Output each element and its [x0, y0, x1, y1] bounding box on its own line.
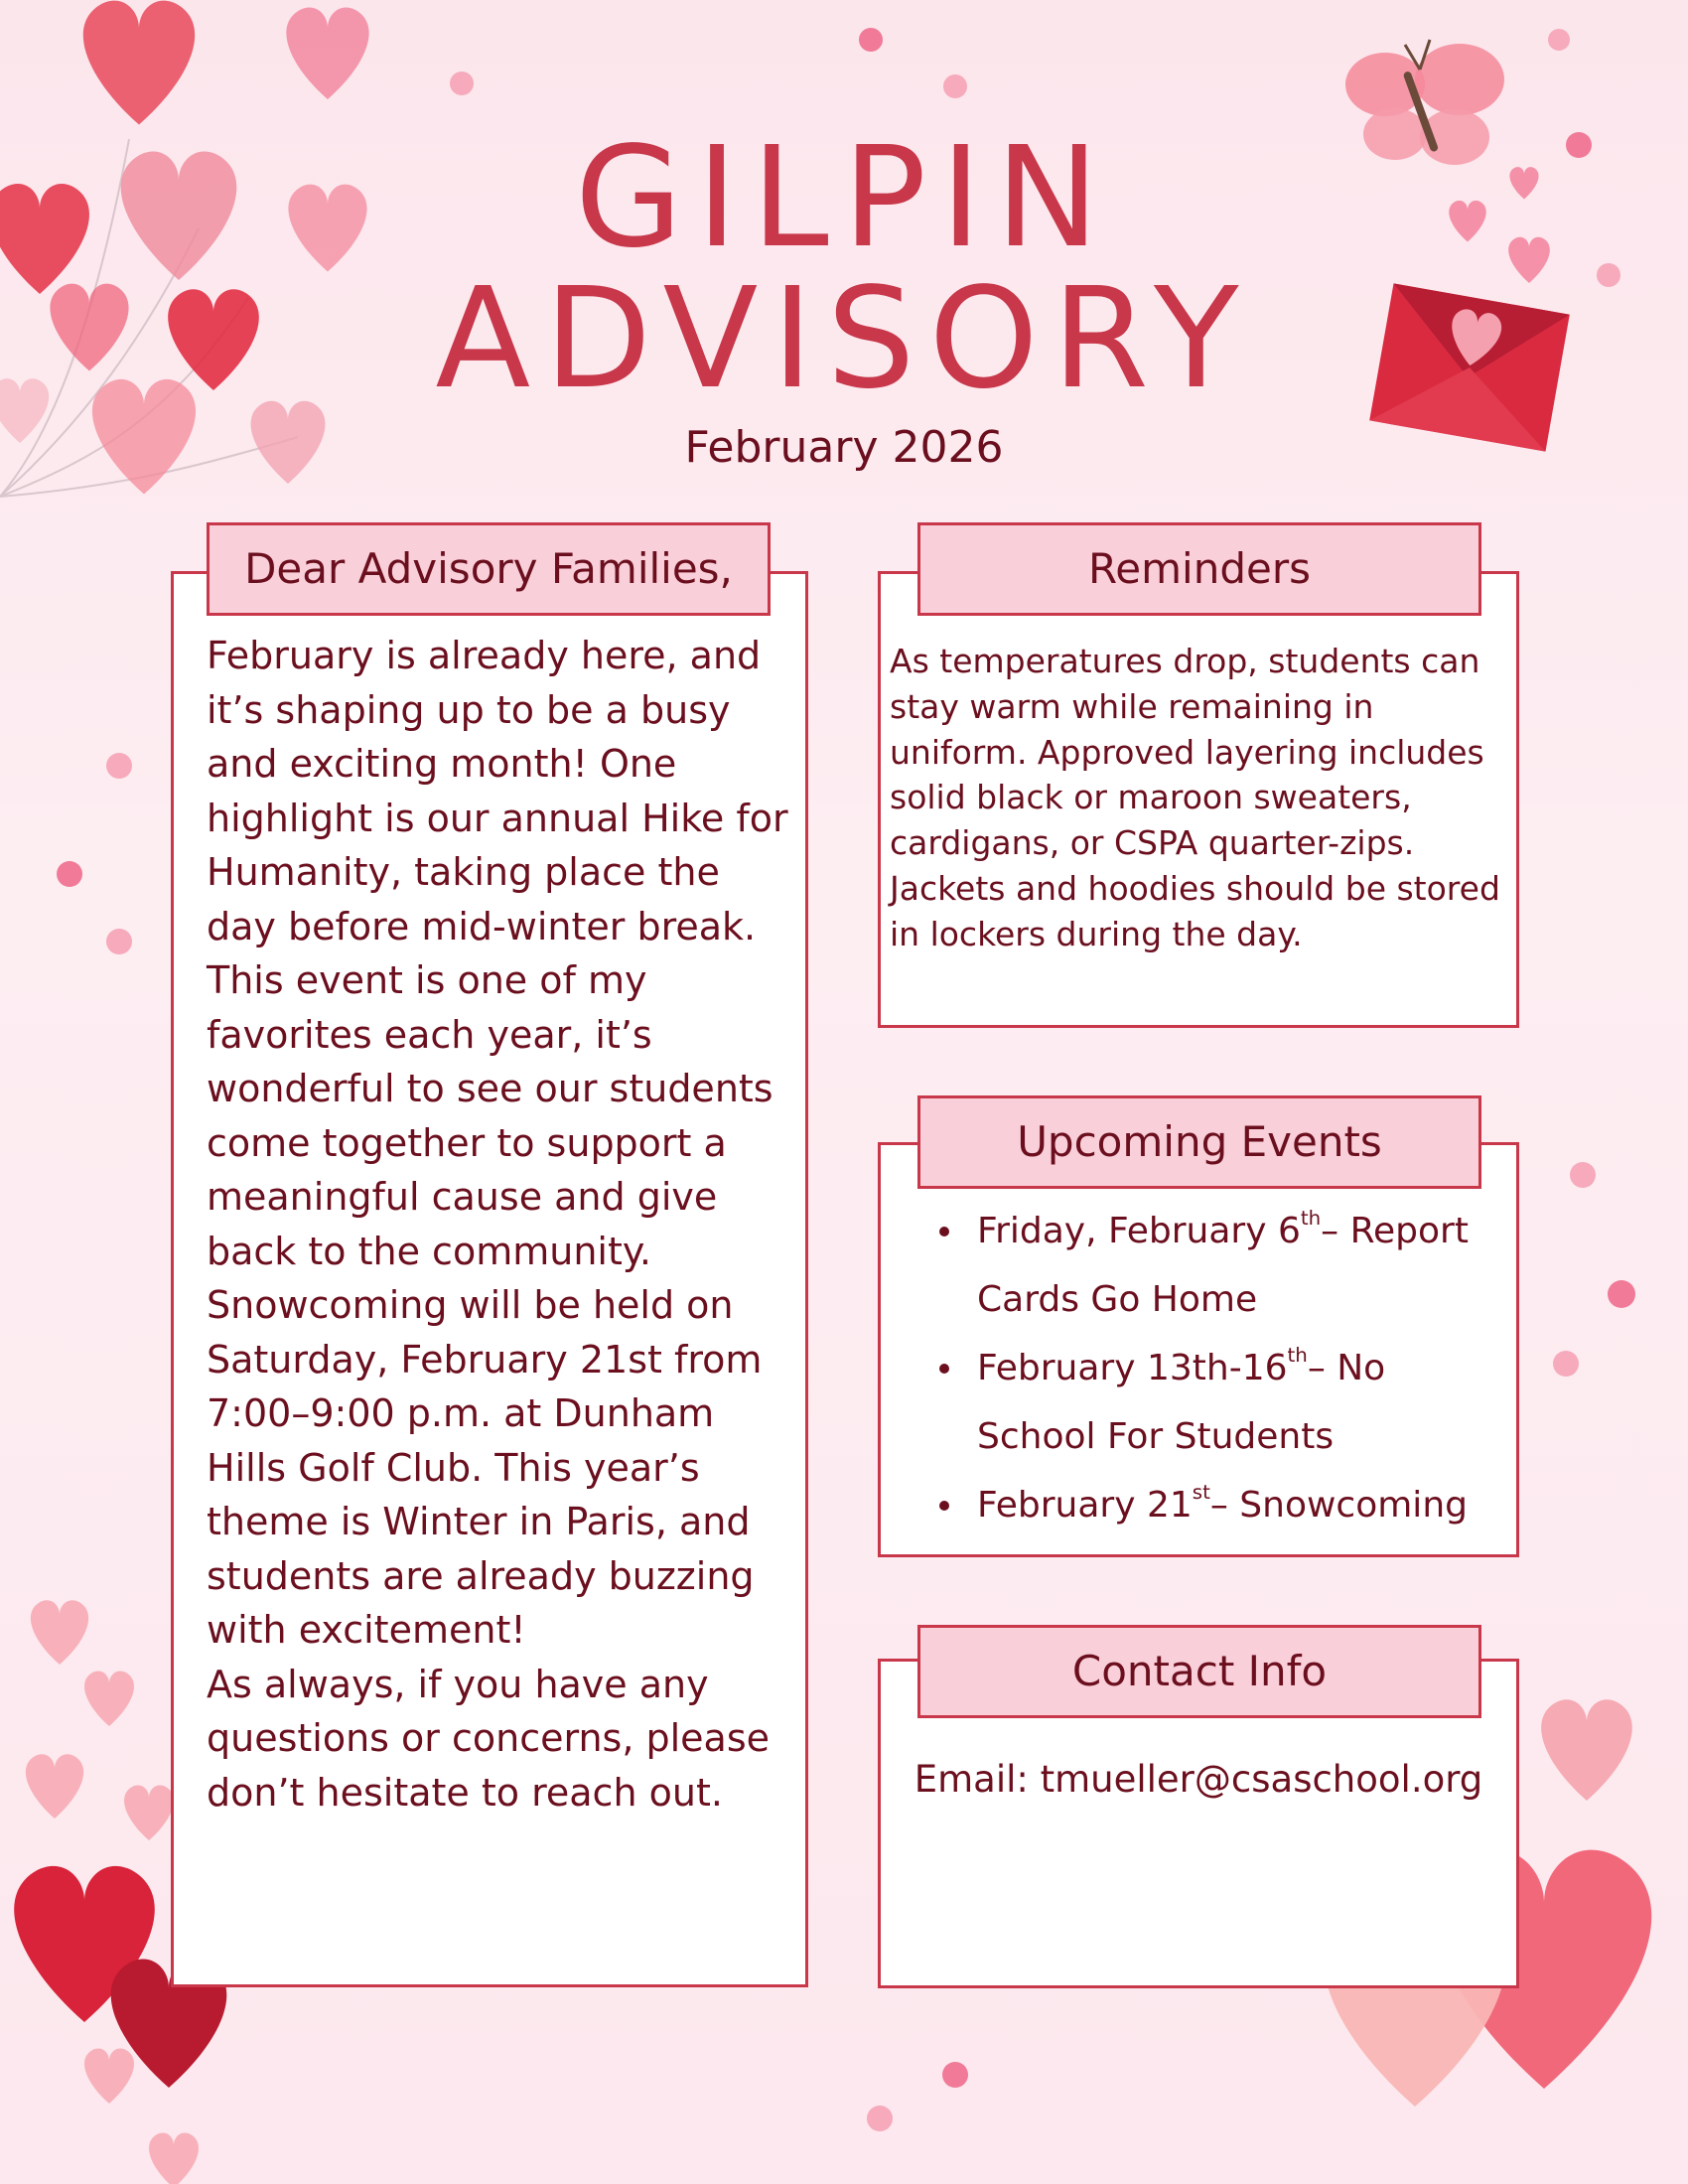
page-title-line-2: ADVISORY [435, 258, 1253, 420]
letter-paragraph: Snowcoming will be held on Saturday, February 21st from 7:00–9:00 p.m. at Dunham Hills Golf Club. This year’s theme is Winter in Paris, and students are already buzzing with excitement! [207, 1283, 763, 1652]
event-date: February 21 [977, 1485, 1193, 1526]
contact-heading: Contact Info [917, 1625, 1481, 1718]
event-date-suffix: th [1300, 1207, 1322, 1231]
page-subtitle: February 2026 [684, 422, 1004, 473]
reminders-text: As temperatures drop, students can stay warm while remaining in uniform. Approved layering includes solid black or maroon sweaters, cardigans, or CSPA quarter-zips. Jackets and hoodies should be stored in lockers during the day. [890, 642, 1500, 953]
reminders-heading: Reminders [917, 522, 1481, 616]
letter-paragraph: February is already here, and it’s shaping up to be a busy and exciting month! One highlight is our annual Hike for Humanity, taking place the day before mid-winter break. This event is one of my favorites each year, it’s wonderful to see our students come together to support a meaningful cause and give back to the community. [207, 634, 788, 1273]
event-item [933, 1334, 1504, 1471]
letter-paragraph: As always, if you have any questions or concerns, please don’t hesitate to reach out. [207, 1662, 771, 1815]
event-description: – Snowcoming [1209, 1485, 1468, 1526]
event-date-suffix: th [1287, 1344, 1308, 1368]
events-heading: Upcoming Events [917, 1095, 1481, 1189]
page-title-line-1: GILPIN [574, 117, 1114, 279]
letter-body [207, 629, 792, 1820]
event-date: Friday, February 6 [977, 1211, 1301, 1251]
events-list [933, 1197, 1504, 1539]
event-description: – No School For Students [977, 1348, 1386, 1457]
event-description: – Report Cards Go Home [977, 1211, 1469, 1320]
event-item [933, 1197, 1504, 1334]
contact-email[interactable]: Email: tmueller@csaschool.org [914, 1758, 1483, 1801]
event-date: February 13th-16 [977, 1348, 1288, 1388]
event-date-suffix: st [1192, 1481, 1210, 1505]
event-item [933, 1471, 1504, 1539]
letter-heading: Dear Advisory Families, [207, 522, 771, 616]
